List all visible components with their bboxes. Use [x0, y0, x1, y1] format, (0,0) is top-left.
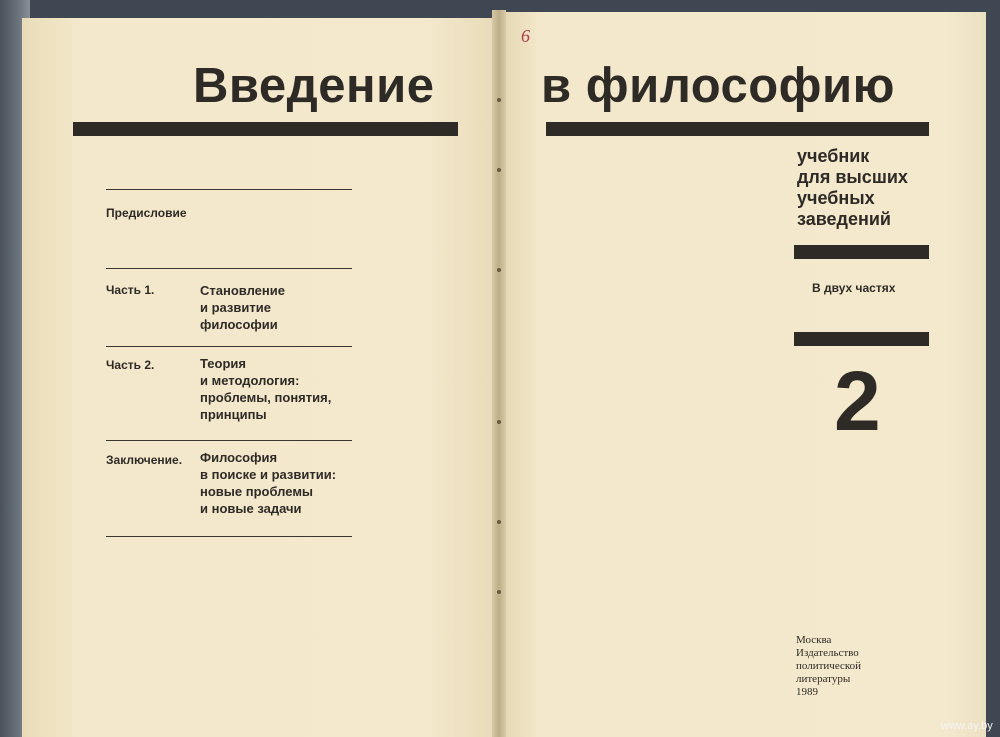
stitch-hole	[497, 168, 501, 172]
toc-rule	[106, 268, 352, 269]
title-bar-right	[546, 122, 929, 136]
stitch-hole	[497, 590, 501, 594]
parts-note: В двух частях	[812, 281, 896, 295]
toc-rule	[106, 440, 352, 441]
title-part-right: в философию	[541, 59, 896, 113]
volume-bar	[794, 332, 929, 346]
stitch-hole	[497, 420, 501, 424]
subtitle-bar	[794, 245, 929, 259]
pencil-mark: 6	[521, 26, 530, 46]
toc-preface: Предисловие	[106, 206, 187, 220]
toc-item-text: Становление и развитие философии	[200, 283, 285, 332]
toc-item-label: Часть 2.	[106, 358, 155, 372]
stitch-hole	[497, 268, 501, 272]
toc-item-text: Теория и методология: проблемы, понятия, принципы	[200, 356, 332, 422]
right-page	[500, 12, 986, 737]
toc-item-label: Часть 1.	[106, 283, 155, 297]
toc-rule	[106, 189, 352, 190]
toc-item-label: Заключение.	[106, 453, 183, 467]
subtitle: учебник для высших учебных заведений	[797, 146, 908, 229]
title-part-left: Введение	[193, 59, 435, 113]
toc-item-text: Философия в поиске и развитии: новые проблемы и новые задачи	[200, 450, 337, 516]
publisher-imprint: Москва Издательство политической литературы 1989	[796, 634, 862, 698]
stitch-hole	[497, 98, 501, 102]
book-spine	[492, 10, 506, 737]
volume-number: 2	[834, 354, 881, 448]
toc-rule	[106, 346, 352, 347]
title-bar-left	[73, 122, 458, 136]
toc-rule	[106, 536, 352, 537]
watermark: www.ay.by	[941, 720, 993, 732]
stitch-hole	[497, 520, 501, 524]
